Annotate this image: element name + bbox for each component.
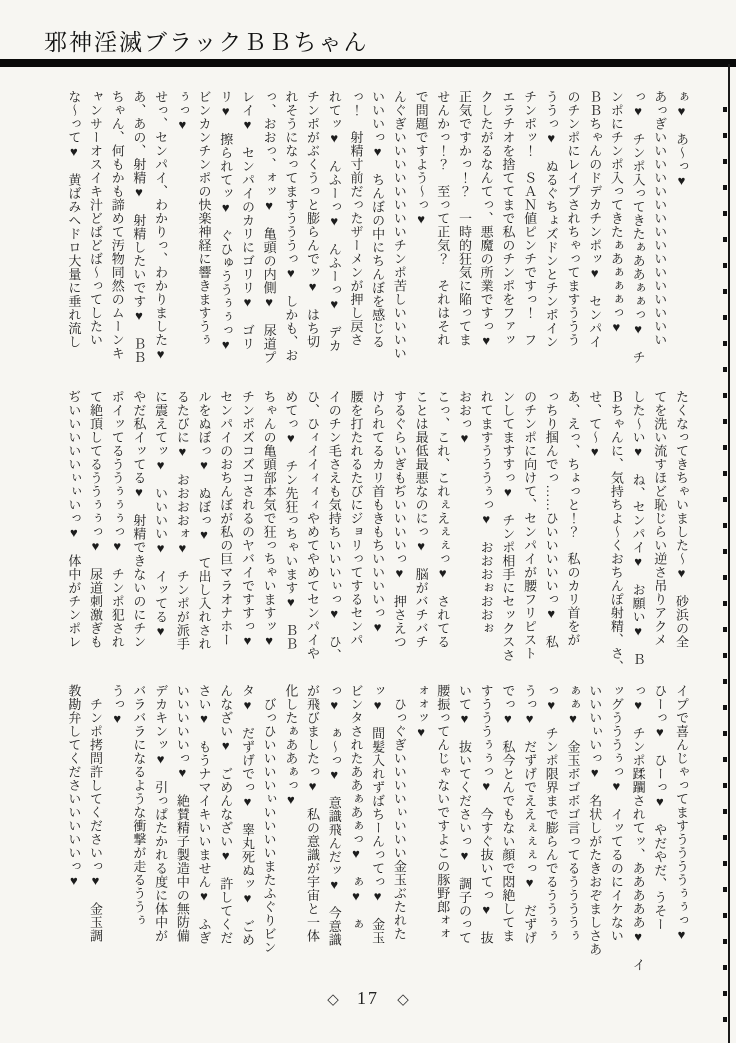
text-column: れそうになってますうううっ♥ しかも、お — [283, 90, 299, 362]
text-column: チンポズコズコされるのヤバイですすっ♥ — [239, 390, 255, 649]
text-column: ぁぁ♥ 金玉ボゴボゴ言ってるううううぅ — [565, 684, 581, 943]
text-column: ンしてますすっ♥ チンポ相手にセックスさ — [500, 390, 516, 662]
text-column: チンポがぶくうっと膨らんでッ♥ はち切 — [305, 90, 321, 349]
text-column: あ、あの、射精♥ 射精したいです♥ ＢＢ — [131, 90, 147, 364]
text-column: あ、えっ、ちょっと！？ 私のカリ首をが — [565, 390, 581, 647]
text-column: ひーっ♥ ひーっ♥ やだやだ、うそー — [652, 684, 668, 931]
text-column: イのチン毛さえも気持ちいいいぃっ♥ ひ、 — [326, 390, 342, 662]
text-column: リ♥ 擦られてッ♥ ぐひゅううぅぅっ♥ — [218, 90, 234, 353]
text-column: ことは最低最悪なのにっ♥ 脳がバチバチ — [413, 390, 429, 649]
text-column: バラバラになるような衝撃が走るううぅ — [131, 684, 147, 927]
text-column: せっ、センパイ、わかりっ、わかりました♥ — [153, 90, 169, 362]
text-column: した〜い♥ ね、センパイ♥ お願い♥ Ｂ — [630, 390, 646, 666]
text-column: エラチオを捨ててまで私のチンポをファッ — [500, 90, 516, 347]
text-column: ぁ♥ あ〜っ♥ — [674, 90, 689, 189]
text-column: けられてるカリ首もきもちいいいいっ♥ — [370, 390, 386, 635]
text-column: レイ♥ センパイのカリにゴリリ♥ ゴリ — [239, 90, 255, 351]
text-column: ッグうううぅっ♥ イッてるのにイケない — [608, 684, 624, 943]
text-column: っ♥ チンポ限界まで膨らんでるううぅぅ — [543, 684, 559, 943]
text-column: ッ♥ 間髪入れずばちーんってっ♥ 金玉 — [370, 684, 386, 945]
text-column: めてっ♥ チン先狂っちゃいます♥ ＢＢ — [283, 390, 299, 651]
text-column: て絶頂してるううぅぅっ♥ 尿道刺激ぎも — [88, 390, 104, 649]
text-column: な〜って♥ 黄ばみヘドロ大量に垂れ流し — [66, 90, 82, 349]
binding-edge-line — [728, 64, 730, 1043]
text-column: 正気ですかっ！？ 一時的狂気に陥ってま — [456, 90, 472, 347]
text-column: っ♥ ぁ〜っ♥ 意識飛んだッ♥ 今意識 — [326, 684, 342, 947]
text-column: こっ、これ、これぇえぇぇっ♥ されてる — [435, 390, 451, 649]
text-column: ポイッてるううぅぅぅっ♥ チンポ犯され — [109, 390, 125, 649]
text-column: イプで喜んじゃってますううううぅぅっ♥ — [674, 684, 689, 943]
text-column: で問題ですよう〜っ♥ — [413, 90, 429, 227]
text-column: センパイのおちんぼが私の巨マラオナホー — [218, 390, 234, 647]
text-column: でっ♥ 私今とんでもない顔で悶絶してま — [500, 684, 516, 943]
text-column: ャンサーオスイキ汁どばどば〜ってしたい — [88, 90, 104, 347]
text-column: 腰振ってんじゃないですよこの豚野郎ォォ — [435, 684, 451, 941]
text-column: んなざい♥ ごめんなざい♥ 許してくだ — [218, 684, 234, 945]
text-column: るたびに♥ おおおおォ♥ チンポが派手 — [174, 390, 190, 651]
text-column: ひ、ひィイイィィィやめてやめてセンパイや — [305, 390, 321, 660]
text-column: ＢＢちゃんのドデカチンポッ♥ センパイ — [587, 90, 603, 349]
text-band-1 — [40, 90, 692, 382]
text-column: てを洗い流すほど恥じらい逆さ吊りアクメ — [652, 390, 668, 647]
text-column: っちり掴んでっ……ひいいいいいっ♥ 私 — [543, 390, 559, 649]
text-column: デカキンッ♥ 引っぱたかれる度に体中が — [153, 684, 169, 943]
text-column: ううっ♥ ぬるぐちょズドンとチンポイン — [543, 90, 559, 349]
text-column: いいいぃいっ♥ 名状しがたきおぞましさあ — [587, 684, 603, 956]
page-number: 17 — [357, 988, 379, 1008]
text-column: うっ♥ — [109, 684, 125, 727]
text-column: せんかっ！？ 至って正気？ それはそれ — [435, 90, 451, 347]
text-column: ぅっ♥ — [174, 90, 190, 133]
title-rule — [0, 59, 736, 67]
page-title: 邪神淫滅ブラックＢＢちゃん — [44, 30, 369, 55]
text-column: ひっぐぎいいいいぃいいい金玉ぶたれた — [391, 684, 407, 941]
text-column: っ♥ チンポ入ってきたぁああぁぁっ♥ チ — [630, 90, 646, 364]
text-column: ォォッ♥ — [413, 684, 429, 740]
text-column: ちゃんの亀頭部本気で狂っちゃいますッ♥ — [261, 390, 277, 649]
text-column: 教勘弁してくださいいいいいっ♥ — [66, 684, 82, 889]
text-column: チンポッ！ ＳＡＮ値ピンチですっ！ フ — [522, 90, 538, 347]
text-column: が飛びましたっ♥ 私の意識が宇宙と一体 — [305, 684, 321, 943]
text-column: 化したぁああぁっ♥ — [283, 684, 299, 808]
text-column: ルをぬぼっ♥ ぬぼっ♥ て出し入れされ — [196, 390, 212, 651]
text-column: ちゃん、何もかも諦めて汚物同然のムーンキ — [109, 90, 125, 360]
text-column: っ、おおっ、ォッ♥ 亀頭の内側♥ 尿道プ — [261, 90, 277, 364]
text-column: あっぎいいいいいいいいいいいいいいいい — [652, 90, 668, 347]
text-column: クしたがるなんてっ、悪魔の所業ですっ♥ — [478, 90, 494, 349]
text-column: いて♥ 抜いてくださいっ♥ 調子のって — [456, 684, 472, 945]
diamond-left-icon: ◇ — [327, 992, 339, 1008]
text-column: びっひいいいいぃいいいいまたふぐりビン — [261, 684, 277, 954]
text-column: ビンカンチンポの快楽神経に響きますうぅ — [196, 90, 212, 347]
text-column: んぐぎいいいいいいいいチンポ苦しいいいい — [391, 90, 407, 360]
text-band-3 — [40, 684, 692, 976]
text-column: のチンポに向けて、センパイが腰フリピスト — [522, 390, 538, 660]
text-column: 腰を打たれるたびにジョリってするセンパ — [348, 390, 364, 647]
text-column: ンポにチンポ入ってきたぁあぁぁぁっ♥ — [608, 90, 624, 335]
text-column: さい♥ もうナマイキいいません♥ ふぎ — [196, 684, 212, 945]
text-band-2 — [40, 390, 692, 682]
text-column: たくなってきちゃいました〜♥ 砂浜の全 — [674, 390, 689, 649]
text-column: ビンタされたああぁあぁっ♥ ぁ♥ ぁ — [348, 684, 364, 931]
page-footer — [0, 988, 736, 1009]
text-column: っ！ 射精寸前だったザーメンが押し戻さ — [348, 90, 364, 347]
text-column: タ♥ だずげでっ♥ 睾丸死ぬッ♥ ごめ — [239, 684, 255, 947]
text-column: せ、て〜♥ — [587, 390, 603, 460]
text-column: のチンポにレイプされちゃってますううう — [565, 90, 581, 347]
binding-edge-dots — [723, 86, 727, 1029]
text-column: Ｂちゃんに、気持ちよ〜くおちんぽ射精、さ、 — [608, 390, 624, 674]
text-column: すうううぅぅっ♥ 今すぐ抜いてっ♥ 抜 — [478, 684, 494, 945]
text-column: うっ♥ だずげでええぇぇぇっ♥ だずげ — [522, 684, 538, 945]
text-column: れてッ♥ んふーっ♥ んふーっ♥ デカ — [326, 90, 342, 353]
text-column: するぐらいぎもぢいいいいっ♥ 押さえつ — [391, 390, 407, 649]
text-column: やだ私イッてる♥ 射精できないのにチン — [131, 390, 147, 649]
text-column: おおっ♥ — [456, 390, 472, 446]
text-column: れてますうううぅっ♥ おおおぉおおぉ — [478, 390, 494, 635]
text-column: チンポ拷問許してくださいっ♥ 金玉調 — [88, 684, 104, 943]
text-column: っ♥ チンポ蹂躙されてッ、あああああ♥ イ — [630, 684, 646, 972]
text-column: いいいっ♥ ちんぼの中にちんぼを感じる — [370, 90, 386, 349]
text-column: に震えてッ♥ いいいい♥ イッてる♥ — [153, 390, 169, 639]
text-column: ぢいいいいいぃぃいっ♥ 体中がチンポレ — [66, 390, 82, 649]
text-column: いいいいいっ♥ 絶賛精子製造中の無防備 — [174, 684, 190, 943]
diamond-right-icon: ◇ — [397, 992, 409, 1008]
